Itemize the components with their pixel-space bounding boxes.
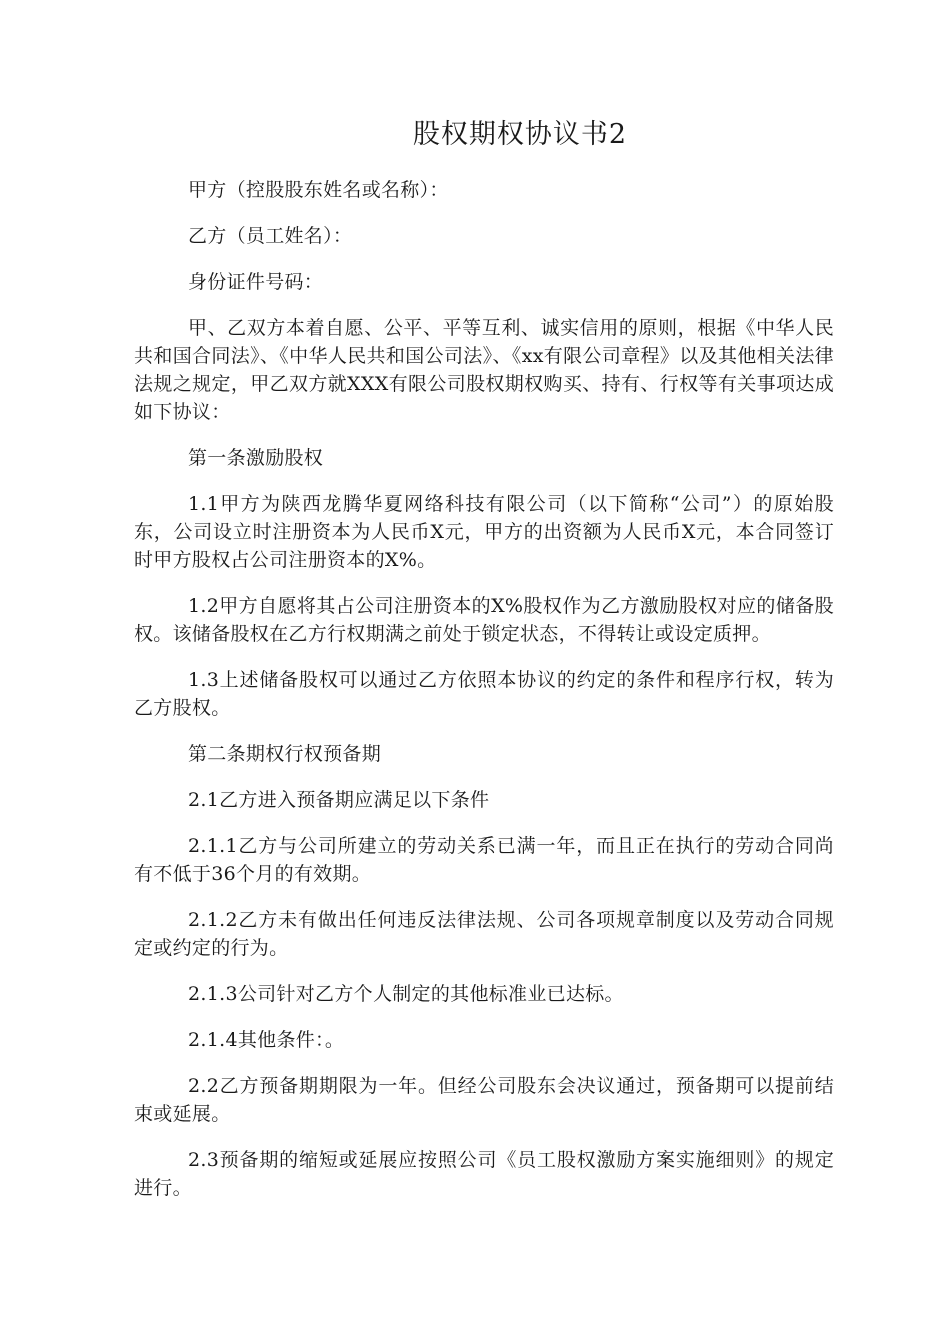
clause-1-3: 1.3上述储备股权可以通过乙方依照本协议的约定的条件和程序行权，转为乙方股权。	[134, 669, 834, 719]
clause-2-2: 2.2乙方预备期期限为一年。但经公司股东会决议通过，预备期可以提前结束或延展。	[134, 1075, 834, 1125]
document-title: 股权期权协议书2	[412, 119, 628, 150]
clause-2-3: 2.3预备期的缩短或延展应按照公司《员工股权激励方案实施细则》的规定进行。	[134, 1149, 834, 1199]
id-number-line: 身份证件号码：	[188, 271, 324, 293]
party-a-line: 甲方（控股股东姓名或名称）：	[188, 179, 449, 201]
clause-2-1-2: 2.1.2乙方未有做出任何违反法律法规、公司各项规章制度以及劳动合同规定或约定的行为。	[134, 909, 834, 959]
clause-1-2: 1.2甲方自愿将其占公司注册资本的X%股权作为乙方激励股权对应的储备股权。该储备股权在乙方行权期满之前处于锁定状态，不得转让或设定质押。	[134, 595, 834, 645]
clause-1-1: 1.1甲方为陕西龙腾华夏网络科技有限公司（以下简称“公司”）的原始股东，公司设立时注册资本为人民币X元，甲方的出资额为人民币X元，本合同签订时甲方股权占公司注册资本的X%。	[134, 493, 834, 571]
clause-2-1-4: 2.1.4其他条件：。	[188, 1029, 345, 1051]
clause-2-1-3: 2.1.3公司针对乙方个人制定的其他标准业已达标。	[188, 983, 624, 1005]
article-1-heading: 第一条激励股权	[188, 447, 324, 469]
article-2-heading: 第二条期权行权预备期	[188, 743, 382, 765]
clause-2-1-1: 2.1.1乙方与公司所建立的劳动关系已满一年，而且正在执行的劳动合同尚有不低于36个月的有效期。	[134, 835, 834, 885]
clause-2-1: 2.1乙方进入预备期应满足以下条件	[188, 789, 490, 811]
preamble-paragraph: 甲、乙双方本着自愿、公平、平等互利、诚实信用的原则，根据《中华人民共和国合同法》、《中华人民共和国公司法》、《xx有限公司章程》以及其他相关法律法规之规定，甲乙双方就XXX有限公司股权期权购买、持有、行权等有关事项达成如下协议：	[134, 317, 834, 423]
document-body	[134, 176, 834, 1220]
party-b-line: 乙方（员工姓名）：	[188, 225, 353, 247]
